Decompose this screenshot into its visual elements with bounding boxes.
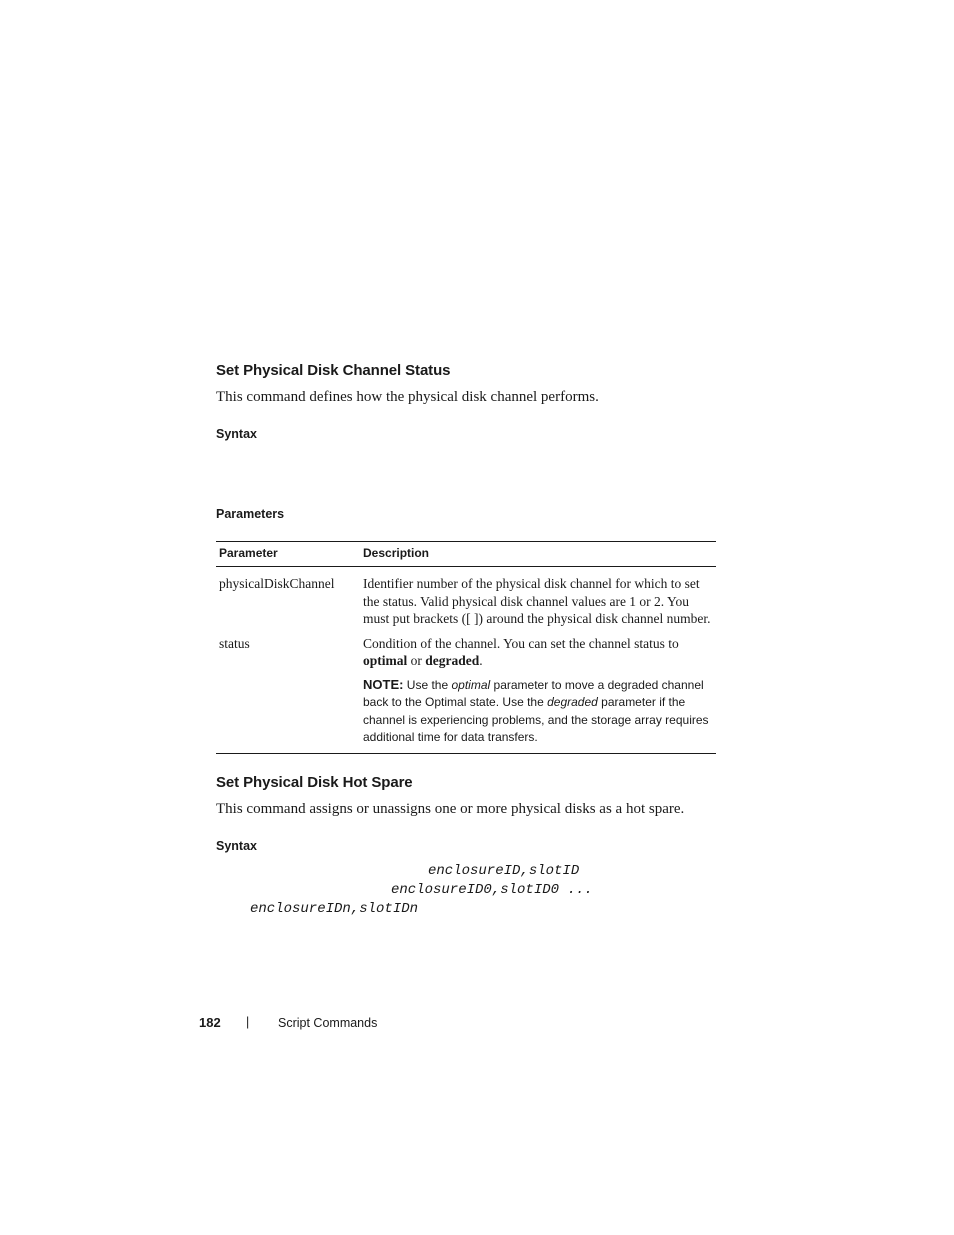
note-block: NOTE: Use the optimal parameter to move a degraded channel back to the Optimal state. Use the degraded parameter if the channel is experiencing problems, and the storage array requires additional time for data transfers. <box>363 676 709 744</box>
code-line-3: enclosureIDn,slotIDn <box>250 901 419 917</box>
footer-chapter-title: Script Commands <box>278 1016 378 1030</box>
parameters-heading: Parameters <box>216 507 285 521</box>
code-line-2: enclosureID0,slotID0 ... <box>391 882 593 898</box>
param-description-physical-disk-channel: Identifier number of the physical disk channel for which to set the status. Valid physical disk channel values are 1 or 2. You must put brackets ([ ]) around the physical disk channel number. <box>363 576 711 626</box>
section-title-channel-status: Set Physical Disk Channel Status <box>216 362 451 379</box>
section-title-hot-spare: Set Physical Disk Hot Spare <box>216 774 413 791</box>
parameters-table <box>216 541 716 754</box>
syntax-heading-hot-spare: Syntax <box>216 839 257 853</box>
table-header-row <box>216 542 716 567</box>
page-number: 182 <box>199 1015 221 1030</box>
note-label: NOTE: <box>363 676 404 692</box>
table-row <box>216 567 716 635</box>
option-degraded: degraded <box>425 653 480 668</box>
param-description-status <box>360 635 716 754</box>
section-description-channel-status: This command defines how the physical disk channel performs. <box>216 389 599 405</box>
code-line-1: enclosureID,slotID <box>428 863 580 879</box>
section-description-hot-spare: This command assigns or unassigns one or more physical disks as a hot spare. <box>216 801 685 817</box>
syntax-heading-channel-status: Syntax <box>216 427 257 441</box>
column-header-parameter: Parameter <box>219 545 278 560</box>
param-name-status: status <box>219 635 250 651</box>
table-row <box>216 635 716 754</box>
param-name-physical-disk-channel: physicalDiskChannel <box>219 576 335 591</box>
option-optimal: optimal <box>363 653 408 668</box>
column-header-description: Description <box>363 545 430 560</box>
footer-separator: | <box>246 1015 250 1029</box>
status-description-text: Condition of the channel. You can set the channel status to optimal or degraded. <box>363 635 679 668</box>
